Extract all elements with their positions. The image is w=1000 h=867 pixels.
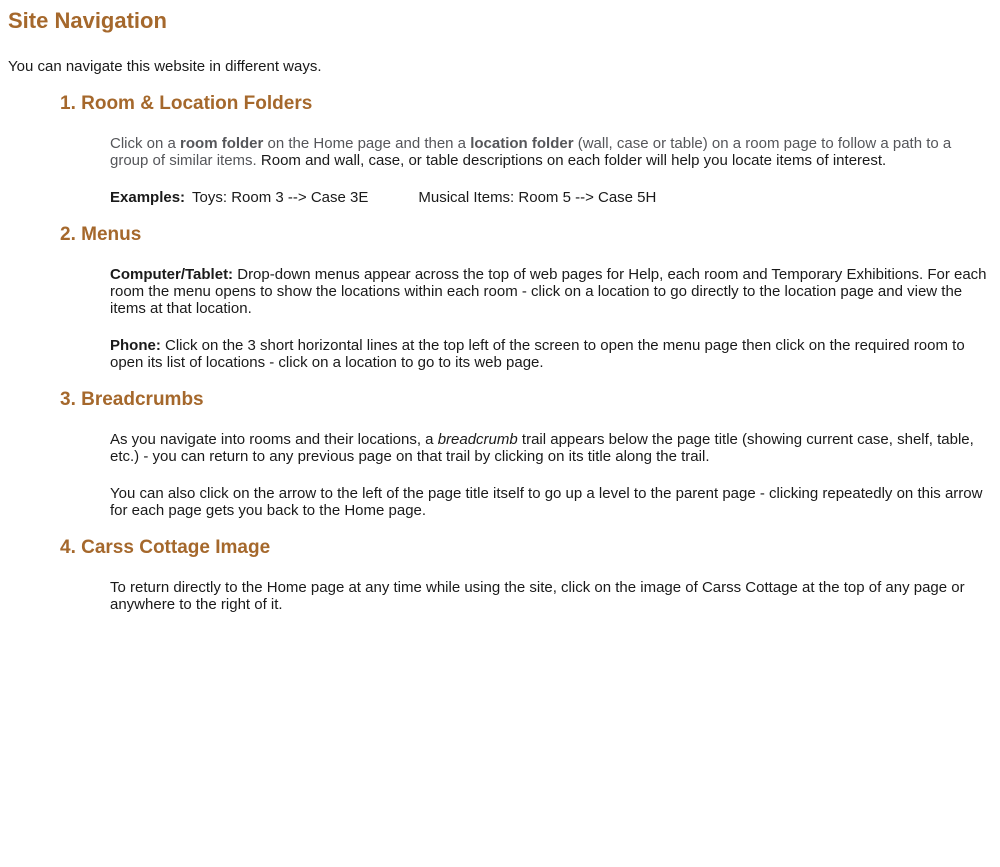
computer-tablet-label: Computer/Tablet: (110, 266, 234, 283)
section-heading-room-location-folders: 1. Room & Location Folders (60, 93, 313, 114)
section-carss-cottage-image (0, 537, 1000, 613)
computer-tablet-paragraph (110, 266, 988, 317)
section-menus (0, 224, 1000, 371)
text-segment: Click on a (110, 135, 181, 152)
section-heading-menus: 2. Menus (60, 224, 142, 245)
section-breadcrumbs (0, 389, 1000, 519)
examples-label: Examples: (110, 189, 186, 206)
examples-line (110, 189, 988, 206)
text-segment: As you navigate into rooms and their locations, a (110, 431, 438, 448)
section-heading-carss-cottage-image: 4. Carss Cottage Image (60, 537, 271, 558)
site-navigation-page (0, 8, 1000, 613)
page-title: Site Navigation (8, 8, 167, 33)
text-segment: trail appears below the page title (showing current case, shelf, table, etc.) - you can return to any previous page on that trail by clicking on its title along the trail. (110, 431, 974, 465)
example-toys: Toys: Room 3 --> Case 3E (192, 189, 369, 206)
text-segment: Click on the 3 short horizontal lines at the top left of the screen to open the menu page then click on the required room to open its list of locations - click on a location to go to its web page. (110, 337, 965, 371)
room-folder-term: room folder (180, 135, 264, 152)
carss-cottage-paragraph: To return directly to the Home page at any time while using the site, click on the image of Carss Cottage at the top of any page or anywhere to the right of it. (110, 579, 965, 613)
text-segment: (wall, case or table) on a room page to follow a path to a group of similar items. (110, 135, 952, 169)
room-location-paragraph (110, 135, 988, 169)
example-musical-items: Musical Items: Room 5 --> Case 5H (418, 189, 657, 206)
location-folder-term: location folder (470, 135, 574, 152)
breadcrumb-trail-paragraph (110, 431, 988, 465)
phone-paragraph (110, 337, 988, 371)
text-segment: Room and wall, case, or table descriptions on each folder will help you locate items of interest. (260, 152, 887, 169)
text-segment: Drop-down menus appear across the top of web pages for Help, each room and Temporary Exhibitions. For each room the menu opens to show the locations within each room - click on a location to go directly to the location page and view the items at that location. (110, 266, 987, 317)
phone-label: Phone: (110, 337, 161, 354)
section-room-location-folders (0, 93, 1000, 206)
section-heading-breadcrumbs: 3. Breadcrumbs (60, 389, 204, 410)
arrow-navigation-paragraph: You can also click on the arrow to the left of the page title itself to go up a level to the parent page - clicking repeatedly on this arrow for each page gets you back to the Home page. (110, 485, 983, 519)
intro-text: You can navigate this website in different ways. (8, 58, 322, 75)
text-segment: on the Home page and then a (263, 135, 471, 152)
breadcrumb-term: breadcrumb (437, 431, 518, 448)
